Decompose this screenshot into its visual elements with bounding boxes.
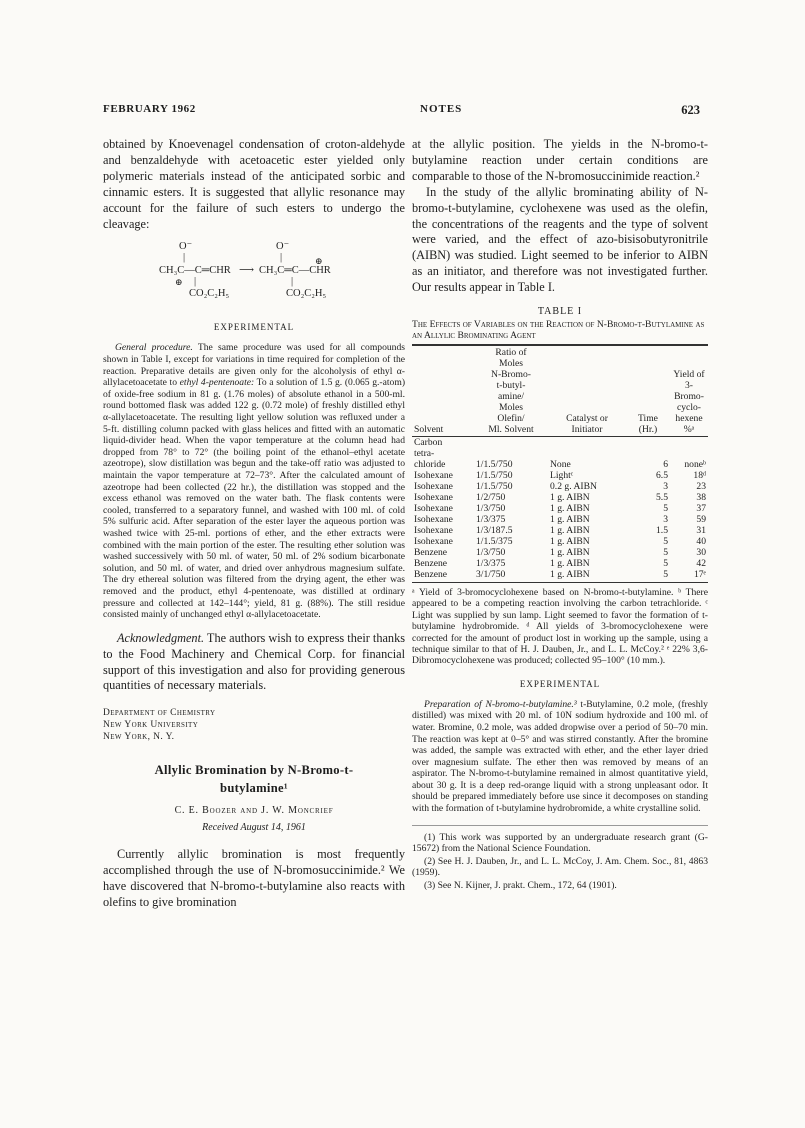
table-row [412, 503, 708, 514]
table-cell: 17ᵉ [670, 569, 708, 583]
scheme-plus-left: ⊕ [175, 277, 183, 288]
table-row [412, 547, 708, 558]
scheme-formula-right: CH₃C═C—CHR [259, 265, 331, 277]
table-body [412, 436, 708, 582]
procedure-label: General procedure. [115, 342, 193, 354]
table-cell: 1 g. AIBN [550, 502, 590, 514]
scheme-ester-left: CO₂C₂H₅ [189, 288, 230, 300]
table-cell: 6 [663, 458, 668, 470]
table-cell: 1/3/375 [476, 557, 506, 569]
table-row [412, 514, 708, 525]
table-cell: 1 g. AIBN [550, 535, 590, 547]
affiliation-line: New York University [103, 719, 199, 730]
table-cell: Isohexane [414, 524, 453, 536]
table-cell: Isohexane [414, 480, 453, 492]
table-cell: 1/2/750 [476, 491, 506, 503]
table-caption: The Effects of Variables on the Reaction of N-Bromo-t-Butylamine as an Allylic Brominating Agent [412, 319, 705, 342]
table-cell: 5 [663, 546, 668, 558]
table-footnote: ᵃ Yield of 3-bromocyclohexene based on N-bromo-t-butylamine. ᵇ There appeared to be a competing reaction involving the carbon tetrachloride. ᶜ Light was supplied by sun lamp. Light seemed to favor the formation of t-butylamine hydrobromide. ᵈ All yields of 3-bromocyclohexene were corrected for the amount of product lost in working up the sample, using a technique similar to that of H. J. Dauben, Jr., and L. L. McCoy.² ᵉ 22% 3,6-Dibromocyclohexene was produced; collected 95–100° (10 mm.). [412, 586, 708, 667]
affiliation [103, 708, 405, 743]
col-header-time: Time (Hr.) [626, 345, 670, 437]
table-cell: 5 [663, 557, 668, 569]
scheme-bond-right: | [280, 252, 283, 264]
general-procedure [103, 342, 405, 620]
table-cell: 3/1/750 [474, 569, 548, 583]
affiliation-line: Department of Chemistry [103, 708, 216, 719]
table-row [412, 569, 708, 583]
table-row [412, 436, 708, 470]
table-cell: Lightᶜ [550, 469, 574, 481]
table-cell: 1/3/750 [476, 546, 506, 558]
table-cell: 30 [696, 546, 706, 558]
running-header-section: NOTES [420, 103, 463, 115]
table-cell: 1/1.5/375 [476, 535, 513, 547]
procedure-text-2: To a solution of 1.5 g. (0.065 g.-atom) of oxide-free sodium in 81 g. (1.76 moles) of absolute ethanol in a 500-ml. round bottomed flask was added 122 g. (0.72 mole) of freshly distilled ethyl α-allylacetoacetate. The resulting light yellow solution was refluxed under a 5-ft. distilling column packed with glass helices and fitted with an automatic liquid-divider head. When the vapor temperature at the column head had dropped from 78° to 72° (the boiling point of the ethanol–ethyl acetate azeotrope), slow distillation was begun and the take-off ratio was adjusted to maintain the vapor temperature at 72–73°. After the calculated amount of azeotrope had been collected (22 hr.), the distillation was stopped and the excess ethanol was removed on the water bath. The flask contents were cooled, transferred to a separatory funnel, and washed with 100 ml. of cold 5% sulfuric acid. After separation of the ester layer the aqueous portion was washed twice with 25-ml. portions of ether, and the ether extracts were combined with the main portion of the ester. The resulting ether solution was washed successively with 50 ml. of water, 50 ml. of 2% sodium bicarbonate solution, and 50 ml. of water, and dried over anhydrous magnesium sulfate. The dry ethereal solution was filtered from the drying agent, the ether was removed and the product, ethyl 4-pentenoate, was distilled at ordinary pressure and collected at 142–144°; yield, 81 g. (88%). The still residue consisted mainly of unchanged ethyl α-allylacetoacetate. [103, 377, 406, 621]
reaction-scheme [103, 240, 405, 308]
ack-text: The authors wish to express their thanks to the Food Machinery and Chemical Corp. for financial support of this investigation and also for providing generous quantities of necessary materials. [103, 630, 406, 693]
table-cell: 59 [696, 513, 706, 525]
table-cell: 5 [663, 535, 668, 547]
scheme-formula-left: CH₃C—C═CHR [159, 265, 231, 277]
table-cell: 1/1.5/750 [476, 480, 513, 492]
left-column [103, 137, 405, 911]
table-cell: 1 g. AIBN [550, 513, 590, 525]
table-cell: Isohexane [414, 469, 453, 481]
col-header-solvent: Solvent [412, 345, 474, 437]
table-cell: Isohexane [414, 491, 453, 503]
col-header-ratio: Ratio of Moles N-Bromo- t-butyl- amine/ Moles Olefin/ Ml. Solvent [474, 345, 548, 437]
table-row [412, 558, 708, 569]
table-cell: Isohexane [414, 513, 453, 525]
table-cell: 3 [663, 513, 668, 525]
table-row [412, 492, 708, 503]
col-header-yield: Yield of 3-Bromo- cyclo- hexene %ᵃ [670, 345, 708, 437]
scheme-bond-ester-left: | [194, 276, 197, 288]
table-cell: Benzene [414, 546, 448, 558]
table-cell: noneᵇ [684, 458, 706, 470]
table-cell: Isohexane [414, 535, 453, 547]
table-cell: 1/3/750 [476, 502, 506, 514]
table-cell: 1.5 [656, 524, 668, 536]
received-date: Received August 14, 1961 [202, 822, 306, 834]
table-cell: 1 g. AIBN [550, 557, 590, 569]
scheme-oxide-right: O⁻ [276, 241, 290, 253]
table-cell: 1 g. AIBN [550, 491, 590, 503]
table-cell: 5.5 [656, 491, 668, 503]
table-cell: 40 [696, 535, 706, 547]
experimental-heading: EXPERIMENTAL [213, 322, 295, 333]
running-header-date: FEBRUARY 1962 [103, 103, 196, 115]
table-cell: 6.5 [656, 469, 668, 481]
scheme-bond-left: | [183, 252, 186, 264]
table-cell: 1 g. AIBN [548, 569, 626, 583]
preparation-paragraph [412, 699, 708, 815]
reference-item: (3) See N. Kijner, J. prakt. Chem., 172, 64 (1901). [424, 880, 617, 892]
table-cell: 1/3/187.5 [476, 524, 513, 536]
table-cell: Benzene [412, 569, 474, 583]
table-row [412, 536, 708, 547]
table-cell: 18ᵈ [693, 469, 706, 481]
prep-label: Preparation of N-bromo-t-butylamine.³ [424, 698, 577, 710]
table-cell: 31 [696, 524, 706, 536]
reference-item: (1) This work was supported by an undergraduate research grant (G-15672) from the National Science Foundation. [412, 831, 708, 855]
table-cell: 5 [663, 502, 668, 514]
table-cell: 1/1.5/750 [476, 458, 513, 470]
table-cell: 1 g. AIBN [550, 546, 590, 558]
procedure-compound: ethyl 4-pentenoate: [179, 377, 255, 389]
prep-text: t-Butylamine, 0.2 mole, (freshly distilled) was mixed with 20 ml. of 10N sodium hydroxide and 100 ml. of water. Bromine, 0.2 mole, was added dropwise over a period of 50–70 min. The reaction was kept at 0–5° and was stirred constantly. After the bromine was added, the sample was extracted with ether, and the ether layer dried over magnesium sulfate. The ether then was removed by means of an aspirator. The N-bromo-t-butylamine remained in almost quantitative yield, about 30 g. It is a deep red-orange liquid with a strong unpleasant odor. It should be prepared immediately before use since it decomposes on standing with the formation of t-butylamine hydrobromide, a white crystalline solid. [412, 698, 708, 815]
table-row [412, 525, 708, 536]
table-cell: 5 [626, 569, 670, 583]
table-row [412, 470, 708, 481]
table-cell: 1 g. AIBN [550, 524, 590, 536]
references [412, 825, 708, 892]
table-cell: 38 [696, 491, 706, 503]
col-header-catalyst: Catalyst or Initiator [548, 345, 626, 437]
scheme-oxide-left: O⁻ [179, 241, 193, 253]
procedure-text-1: The same procedure was used for all compounds shown in Table I, except for variations in time required for completion of the reaction. Preparative details are given only for the alcoholysis of ethyl α-allylacetoacetate to [103, 342, 406, 389]
results-table [412, 344, 708, 583]
table-cell: 0.2 g. AIBN [550, 480, 597, 492]
table-cell: None [550, 458, 571, 470]
study-paragraph: In the study of the allylic brominating ability of N-bromo-t-butylamine, cyclohexene was used as the olefin, the concentrations of the reagents and the type of solvent were varied, and the effect of azo-bisisobutyronitrile (AIBN) was studied. Light seemed to be inferior to AIBN as an initiator, and therefore was not investigated further. Our results appear in Table I. [412, 184, 708, 295]
table-row [412, 481, 708, 492]
table-cell: Carbon tetra- chloride [414, 436, 446, 470]
table-cell: 23 [696, 480, 706, 492]
intro-paragraph: obtained by Knoevenagel condensation of croton-aldehyde and benzaldehyde with acetoacetic ester yielded only polymeric materials instead of the anticipated sorbic and cinnamic esters. It is suggested that allylic resonance may account for the failure of such esters to undergo the cleavage: [103, 137, 405, 231]
scheme-bond-ester-right: | [291, 276, 294, 288]
table-cell: 42 [696, 557, 706, 569]
article-authors: C. E. Boozer and J. W. Moncrief [174, 805, 334, 817]
table-cell: Isohexane [414, 502, 453, 514]
article-intro: Currently allylic bromination is most frequently accomplished through the use of N-bromosuccinimide.² We have discovered that N-bromo-t-butylamine also reacts with olefins to give bromination [103, 847, 405, 909]
reference-item: (2) See H. J. Dauben, Jr., and L. L. McCoy, J. Am. Chem. Soc., 81, 4863 (1959). [412, 855, 708, 879]
table-cell: Benzene [414, 557, 448, 569]
article-title-line: butylamine¹ [220, 781, 288, 796]
scheme-arrow: ⟶ [239, 265, 255, 277]
experimental-heading-2: EXPERIMENTAL [519, 678, 601, 689]
scheme-ester-right: CO₂C₂H₅ [286, 288, 327, 300]
right-column [412, 137, 708, 893]
acknowledgment [103, 631, 405, 695]
table-cell: 1/1.5/750 [476, 469, 513, 481]
ack-label: Acknowledgment. [117, 630, 205, 645]
page-number: 623 [681, 103, 700, 117]
table-cell: 37 [696, 502, 706, 514]
table-title: TABLE I [537, 306, 583, 318]
scheme-plus-right: ⊕ [315, 256, 323, 267]
table-cell: 3 [663, 480, 668, 492]
affiliation-line: New York, N. Y. [103, 731, 175, 742]
article-title [103, 761, 405, 797]
continuation-paragraph: at the allylic position. The yields in the N-bromo-t-butylamine reaction under certain conditions are comparable to those of the N-bromosuccinimide reaction.² [412, 137, 708, 183]
article-title-line: Allylic Bromination by N-Bromo-t- [154, 763, 354, 778]
table-cell: 1/3/375 [476, 513, 506, 525]
